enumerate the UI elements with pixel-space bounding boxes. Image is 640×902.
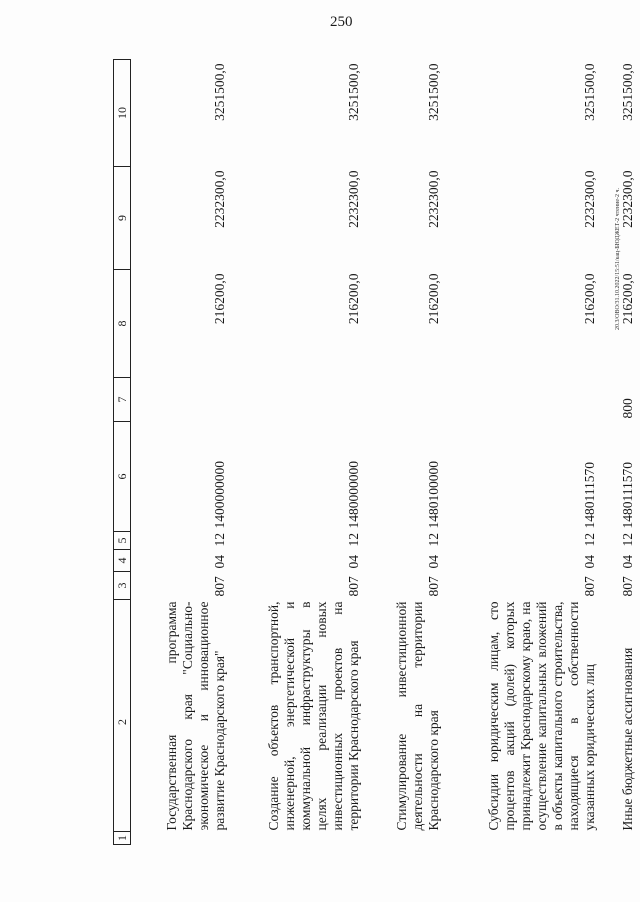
header-row bbox=[114, 60, 131, 845]
cell-c9: 2232300,0 bbox=[346, 170, 361, 228]
row-name: Иные бюджетные ассигнования bbox=[620, 647, 635, 831]
cell-c6: 1400000000 bbox=[212, 461, 227, 529]
header-cell-2: 2 bbox=[115, 719, 129, 725]
cell-c8: 216200,0 bbox=[346, 273, 361, 325]
cell-c9: 2232300,0 bbox=[212, 170, 227, 228]
document-code: 20.3/ОВО/31.10.2022/15:51/кац-БЮДЖЕТ-2 чтение-2 ч. bbox=[615, 187, 621, 330]
cell-c3: 807 bbox=[620, 576, 635, 597]
cell-c10: 3251500,0 bbox=[620, 63, 635, 121]
header-cell-1-2 bbox=[114, 600, 131, 845]
table-row bbox=[366, 60, 446, 845]
cell-c4: 04 bbox=[620, 555, 635, 569]
cell-c4: 04 bbox=[582, 555, 597, 569]
cell-c4: 04 bbox=[346, 555, 361, 569]
cell-c9: 2232300,0 bbox=[620, 170, 635, 228]
cell-c8: 216200,0 bbox=[426, 273, 441, 325]
header-cell-7: 7 bbox=[114, 378, 131, 422]
header-cell-1: 1 bbox=[114, 831, 130, 844]
cell-c6: 1480111570 bbox=[582, 462, 597, 529]
cell-c7: 800 bbox=[620, 398, 635, 419]
table-row bbox=[446, 60, 602, 845]
cell-c4: 04 bbox=[212, 555, 227, 569]
cell-c7 bbox=[232, 378, 366, 422]
row-name: Государственная программа Краснодарского края "Социально-экономическое и инновационное развитие Краснодарского края" bbox=[164, 601, 227, 831]
cell-c3: 807 bbox=[426, 576, 441, 597]
header-cell-10: 10 bbox=[114, 60, 131, 167]
cell-c3: 807 bbox=[212, 576, 227, 597]
table-row bbox=[232, 60, 366, 845]
cell-c8: 216200,0 bbox=[620, 273, 635, 325]
cell-c4: 04 bbox=[426, 555, 441, 569]
cell-c7 bbox=[131, 378, 233, 422]
cell-c9: 2232300,0 bbox=[582, 170, 597, 228]
cell-c5: 12 bbox=[346, 533, 361, 547]
cell-c6: 1480100000 bbox=[426, 461, 441, 529]
cell-c10: 3251500,0 bbox=[582, 63, 597, 121]
header-cell-6: 6 bbox=[114, 422, 131, 532]
cell-c7 bbox=[366, 378, 446, 422]
header-cell-3: 3 bbox=[114, 572, 131, 600]
cell-c8: 216200,0 bbox=[212, 273, 227, 325]
table-row bbox=[602, 60, 640, 845]
cell-c5: 12 bbox=[212, 533, 227, 547]
page-number: 250 bbox=[330, 14, 353, 30]
cell-c7 bbox=[446, 378, 602, 422]
row-name: Стимулирование инвестиционной деятельности на территории Краснодарского края bbox=[394, 601, 441, 831]
cell-c5: 12 bbox=[620, 533, 635, 547]
cell-c6: 1480111570 bbox=[620, 462, 635, 529]
cell-c9: 2232300,0 bbox=[426, 170, 441, 228]
table-row bbox=[131, 60, 233, 845]
cell-c8: 216200,0 bbox=[582, 273, 597, 325]
header-cell-9: 9 bbox=[114, 167, 131, 270]
row-name: Создание объектов транспортной, инженерной, энергетической и коммунальной инфраструктуры в целях реализации новых инвестиционных проектов на территории Краснодарского края bbox=[266, 601, 361, 831]
cell-c6: 1480000000 bbox=[346, 461, 361, 529]
cell-c5: 12 bbox=[426, 533, 441, 547]
row-name: Субсидии юридическим лицам, сто процентов акций (долей) которых принадлежит Краснодарскому краю, на осуществление капитальных вложений в объекты капитального строительства, находящиеся в собственности указанных юридических лиц bbox=[486, 601, 597, 831]
cell-c5: 12 bbox=[582, 533, 597, 547]
cell-c3: 807 bbox=[346, 576, 361, 597]
cell-c3: 807 bbox=[582, 576, 597, 597]
header-cell-8: 8 bbox=[114, 270, 131, 378]
cell-c10: 3251500,0 bbox=[346, 63, 361, 121]
cell-c10: 3251500,0 bbox=[426, 63, 441, 121]
header-cell-5: 5 bbox=[114, 532, 131, 550]
cell-c10: 3251500,0 bbox=[212, 63, 227, 121]
header-cell-4: 4 bbox=[114, 550, 131, 572]
